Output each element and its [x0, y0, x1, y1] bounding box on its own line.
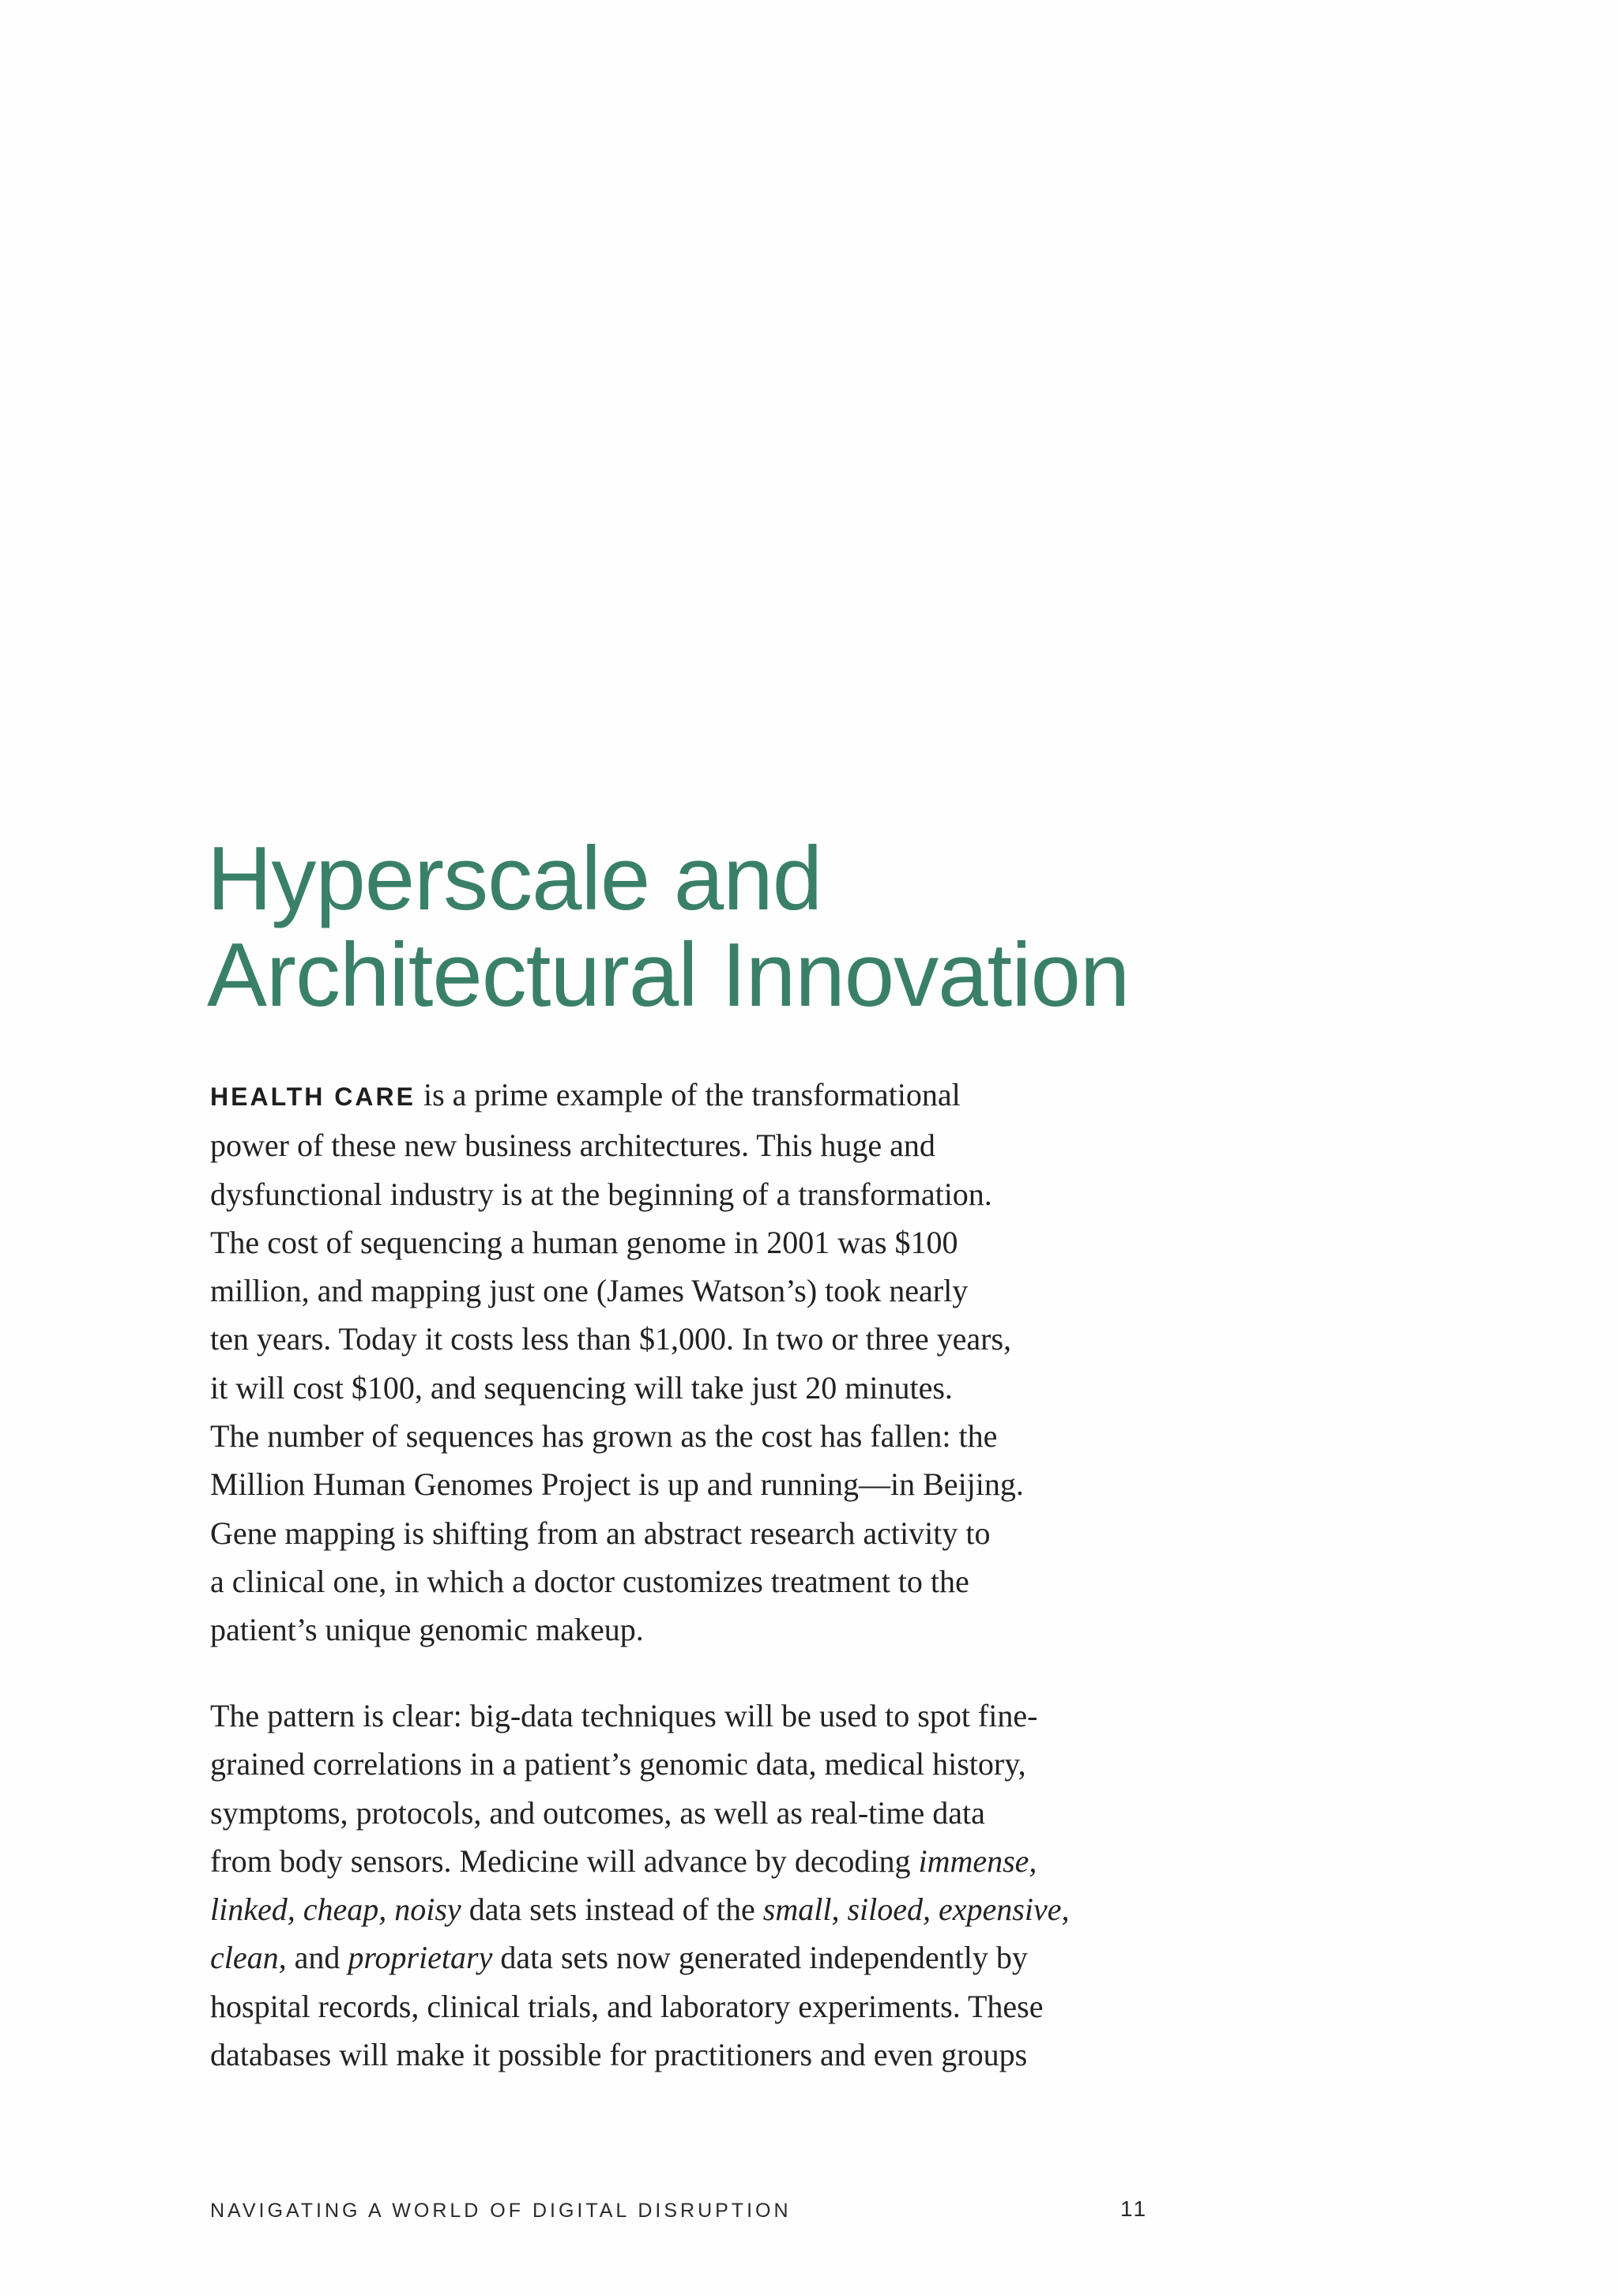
italic-text: immense, [918, 1842, 1037, 1879]
paragraph-line [210, 1071, 1182, 1121]
paragraph-line: million, and mapping just one (James Watson’s) took nearly [210, 1273, 969, 1309]
italic-text: clean, [210, 1940, 287, 1976]
line-text: data sets now generated independently by [492, 1940, 1028, 1976]
paragraph-line: dysfunctional industry is at the beginning of a transformation. [210, 1176, 992, 1212]
line-text: from body sensors. Medicine will advance by decoding [210, 1842, 919, 1879]
page-number: 11 [1120, 2196, 1149, 2221]
paragraph-line: The cost of sequencing a human genome in 2001 was $100 [210, 1224, 958, 1260]
paragraph-line: power of these new business architectures. This huge and [210, 1127, 935, 1164]
line-text: and [286, 1940, 348, 1976]
paragraph-line: grained correlations in a patient’s genomic data, medical history, [210, 1746, 1026, 1782]
paragraph-line: symptoms, protocols, and outcomes, as well as real-time data [210, 1794, 985, 1831]
running-footer-title: NAVIGATING A WORLD OF DIGITAL DISRUPTION [210, 2200, 792, 2222]
paragraph-line: ten years. Today it costs less than $1,000. In two or three years, [210, 1321, 1012, 1357]
section-heading [207, 831, 1129, 1024]
paragraph-line [210, 1837, 1182, 1885]
paragraph-line: hospital records, clinical trials, and laboratory experiments. These [210, 1988, 1044, 2024]
paragraph-line: a clinical one, in which a doctor customizes treatment to the [210, 1563, 969, 1599]
italic-text: linked, cheap, noisy [210, 1891, 461, 1928]
line-text: data sets instead of the [461, 1891, 763, 1928]
paragraph-line: Million Human Genomes Project is up and running—in Beijing. [210, 1466, 1024, 1503]
paragraph-line: The number of sequences has grown as the cost has fallen: the [210, 1418, 998, 1455]
paragraph-line: Gene mapping is shifting from an abstract research activity to [210, 1515, 991, 1551]
body-paragraph-1 [210, 1071, 1182, 1654]
lead-in-text: HEALTH CARE [210, 1082, 416, 1111]
italic-text: small, siloed, expensive, [762, 1891, 1070, 1928]
italic-text: proprietary [348, 1940, 493, 1976]
paragraph-line [210, 1885, 1182, 1933]
paragraph-line [210, 1933, 1182, 1982]
paragraph-line: patient’s unique genomic makeup. [210, 1612, 644, 1648]
body-paragraph-2 [210, 1692, 1182, 2079]
heading-line-1: Hyperscale and [207, 829, 822, 929]
paragraph-line: databases will make it possible for practitioners and even groups [210, 2037, 1028, 2073]
paragraph-line: The pattern is clear: big-data techniques will be used to spot fine- [210, 1698, 1038, 1733]
line-text: is a prime example of the transformational [415, 1077, 961, 1112]
paragraph-line: it will cost $100, and sequencing will take just 20 minutes. [210, 1369, 953, 1406]
heading-line-2: Architectural Innovation [207, 925, 1130, 1026]
